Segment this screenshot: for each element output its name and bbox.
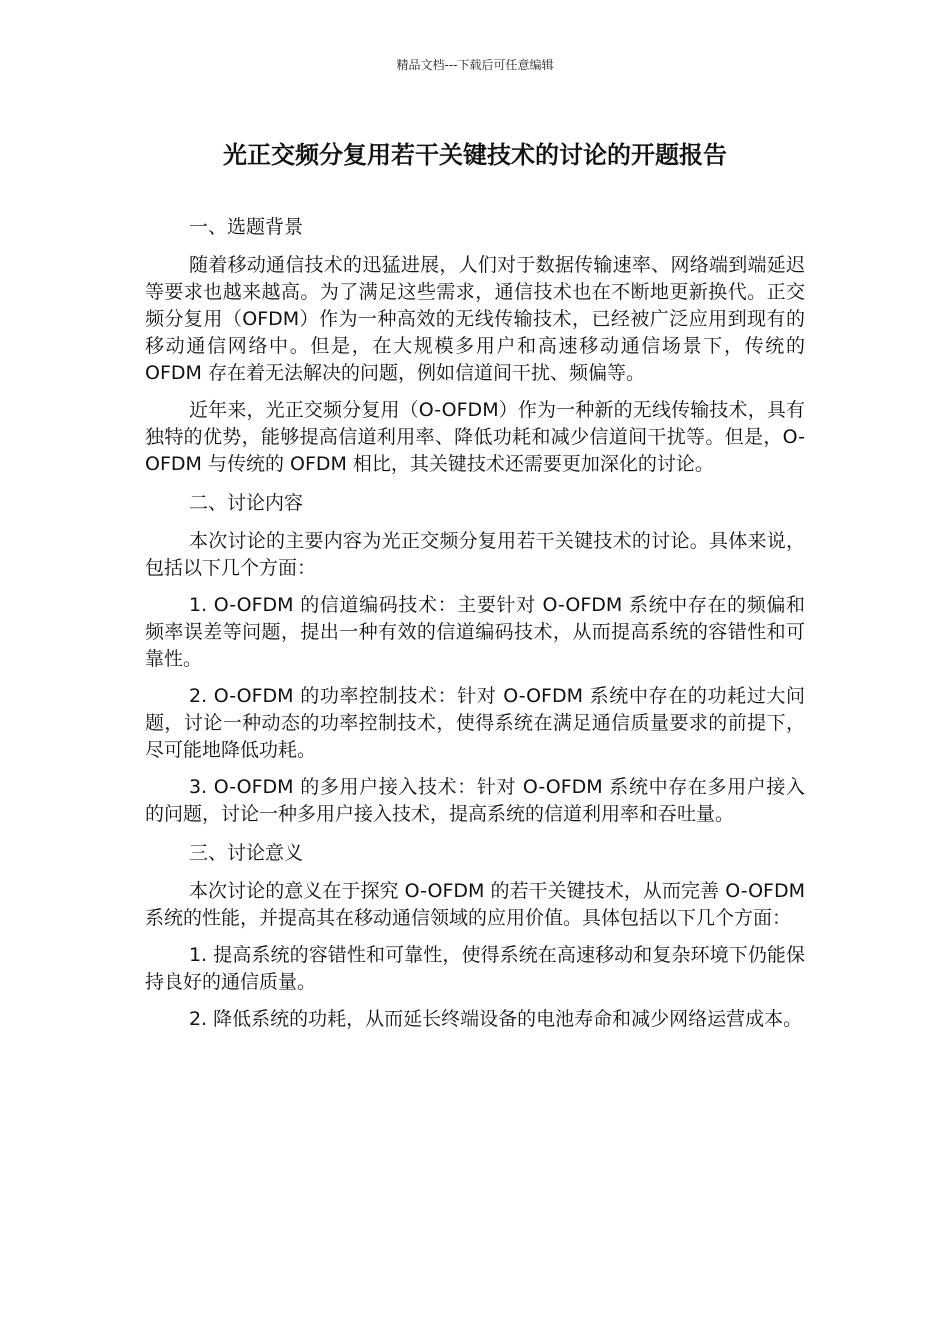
document-title: 光正交频分复用若干关键技术的讨论的开题报告 <box>223 141 727 169</box>
list-item-channel-coding: 1. O-OFDM 的信道编码技术：主要针对 O-OFDM 系统中存在的频偏和频率误差等问题，提出一种有效的信道编码技术，从而提高系统的容错性和可靠性。 <box>145 594 805 670</box>
paragraph-significance-intro: 本次讨论的意义在于探究 O-OFDM 的若干关键技术，从而完善 O-OFDM 系统的性能，并提高其在移动通信领域的应用价值。具体包括以下几个方面： <box>145 880 805 929</box>
paragraph-content-intro: 本次讨论的主要内容为光正交频分复用若干关键技术的讨论。具体来说，包括以下几个方面： <box>145 530 805 579</box>
paragraph-background-1: 随着移动通信技术的迅猛进展，人们对于数据传输速率、网络端到端延迟等要求也越来越高。为了满足这些需求，通信技术也在不断地更新换代。正交频分复用（OFDM）作为一种高效的无线传输技术，已经被广泛应用到现有的移动通信网络中。但是，在大规模多用户和高速移动通信场景下，传统的 OFDM 存在着无法解决的问题，例如信道间干扰、频偏等。 <box>145 254 805 384</box>
list-item-multi-user-access: 3. O-OFDM 的多用户接入技术：针对 O-OFDM 系统中存在多用户接入的问题，讨论一种多用户接入技术，提高系统的信道利用率和吞吐量。 <box>145 776 805 825</box>
section-heading-significance: 三、讨论意义 <box>189 842 304 864</box>
list-item-power-control: 2. O-OFDM 的功率控制技术：针对 O-OFDM 系统中存在的功耗过大问题，讨论一种动态的功率控制技术，使得系统在满足通信质量要求的前提下，尽可能地降低功耗。 <box>145 685 805 761</box>
section-heading-background: 一、选题背景 <box>189 216 304 238</box>
list-item-power-consumption: 2. 降低系统的功耗，从而延长终端设备的电池寿命和减少网络运营成本。 <box>189 1008 803 1030</box>
page-header: 精品文档---下载后可任意编辑 <box>396 58 554 72</box>
section-heading-content: 二、讨论内容 <box>189 492 304 514</box>
document-body <box>145 212 805 1043</box>
list-item-reliability: 1. 提高系统的容错性和可靠性，使得系统在高速移动和复杂环境下仍能保持良好的通信质量。 <box>145 944 805 993</box>
paragraph-background-2: 近年来，光正交频分复用（O-OFDM）作为一种新的无线传输技术，具有独特的优势，能够提高信道利用率、降低功耗和减少信道间干扰等。但是，O-OFDM 与传统的 OFDM 相比，其关键技术还需要更加深化的讨论。 <box>145 399 805 475</box>
